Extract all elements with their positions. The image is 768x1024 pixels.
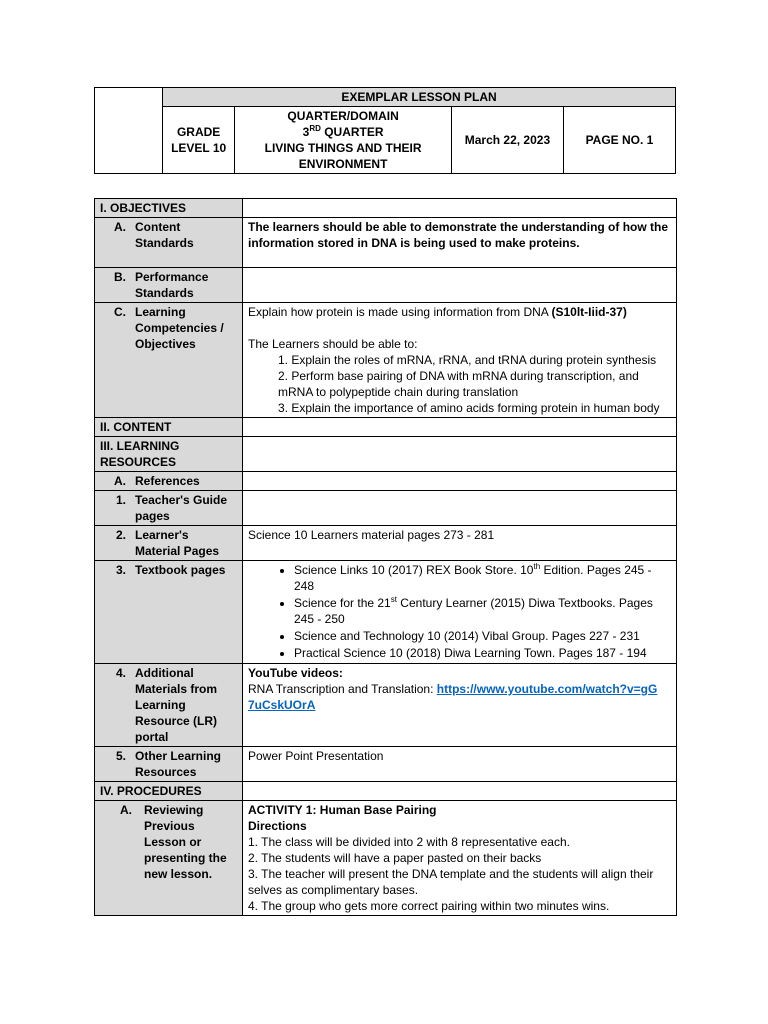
learners-material-row [95,526,677,561]
domain-label: LIVING THINGS AND THEIR ENVIRONMENT [264,141,422,171]
competency-code: (S10lt-Iiid-37) [551,305,627,319]
teachers-guide-label-cell [95,491,243,526]
review-label-cell [95,801,243,916]
additional-materials-label: Additional Materials from Learning Resource (LR) portal [135,666,218,744]
objective-item-2: 2. Perform base pairing of DNA with mRNA during transcription, and mRNA to polypeptide chain during translation [278,369,639,399]
page-number-cell: PAGE NO. 1 [563,107,675,174]
grade-level-cell [163,107,235,174]
directions-heading: Directions [248,819,307,833]
textbook-label-cell [95,561,243,664]
review-row [95,801,677,916]
other-resources-text: Power Point Presentation [243,747,677,782]
textbook-cell [243,561,677,664]
video-link-label: RNA Transcription and Translation: [248,682,437,696]
content-standards-letter: A. [114,220,126,234]
other-resources-label-cell [95,747,243,782]
date-cell: March 22, 2023 [451,107,563,174]
objective-item-3: 3. Explain the importance of amino acids forming protein in human body [278,401,660,415]
grade-line1: GRADE [176,125,221,139]
competencies-row [95,303,677,418]
additional-materials-row [95,664,677,747]
youtube-videos-title: YouTube videos: [248,666,343,680]
textbook-row [95,561,677,664]
content-standards-text: The learners should be able to demonstrate the understanding of how the information stored in DNA is being used to make proteins. [243,218,677,268]
learners-material-text: Science 10 Learners material pages 273 - 281 [243,526,677,561]
lesson-plan-title: EXEMPLAR LESSON PLAN [163,88,676,107]
objectives-heading: I. OBJECTIVES [95,199,243,218]
other-resources-num: 5. [115,749,126,763]
content-heading: II. CONTENT [95,418,243,437]
competency-intro: The Learners should be able to: [248,337,418,351]
learning-resources-heading: III. LEARNING RESOURCES [95,437,243,472]
objectives-row [95,199,677,218]
competencies-cell [243,303,677,418]
learners-material-num: 2. [115,528,126,542]
competency-main [248,304,671,320]
content-standards-row [95,218,677,268]
additional-materials-num: 4. [115,666,126,680]
references-blank [243,472,677,491]
video-link-line [248,681,658,713]
performance-standards-text [243,268,677,303]
content-blank [243,418,677,437]
references-letter: A. [114,474,126,488]
content-row [95,418,677,437]
quarter-domain-cell [235,107,452,174]
quarter-label: QUARTER/DOMAIN [287,109,399,123]
textbook-num: 3. [115,563,126,577]
header-blank-cell [95,88,163,174]
direction-step-4: 4. The group who gets more correct pairing within two minutes wins. [248,899,610,913]
other-resources-row [95,747,677,782]
procedures-row [95,782,677,801]
review-letter: A. [120,803,132,817]
textbook-label: Textbook pages [135,563,226,577]
review-label: Reviewing Previous Lesson or presenting the new lesson. [144,803,227,881]
textbook-item-1: • Science Links 10 (2017) REX Book Store. 10th Edition. Pages 245 - 248 [294,562,671,594]
objectives-list [248,352,671,416]
objective-item-1: 1. Explain the roles of mRNA, rRNA, and tRNA during protein synthesis [278,353,657,367]
learners-material-label-cell [95,526,243,561]
teachers-guide-row [95,491,677,526]
performance-standards-label-cell [95,268,243,303]
competency-main-text: Explain how protein is made using information from DNA [248,305,552,319]
direction-step-2: 2. The students will have a paper pasted on their backs [248,851,542,865]
performance-standards-row [95,268,677,303]
procedures-heading: IV. PROCEDURES [95,782,243,801]
activity-title: ACTIVITY 1: Human Base Pairing [248,803,437,817]
quarter-value [238,124,448,140]
direction-step-3: 3. The teacher will present the DNA template and the students will align their selves as complimentary bases. [248,867,654,897]
textbook-item-2: • Science for the 21st Century Learner (2015) Diwa Textbooks. Pages 245 - 250 [294,595,671,627]
objectives-blank [243,199,677,218]
competencies-label: Learning Competencies / Objectives [135,305,224,351]
references-label: References [135,474,200,488]
textbook-item-4: • Practical Science 10 (2018) Diwa Learning Town. Pages 187 - 194 [294,645,671,661]
lesson-plan-table [94,198,677,916]
references-label-cell [95,472,243,491]
content-standards-label: Content Standards [135,220,194,250]
learners-material-label: Learner's Material Pages [135,528,220,558]
learning-resources-row [95,437,677,472]
additional-materials-cell [243,664,677,747]
textbook-item-3: • Science and Technology 10 (2014) Vibal Group. Pages 227 - 231 [294,628,671,644]
performance-standards-letter: B. [114,270,126,284]
textbook-list [248,562,671,661]
quarter-sup: RD [309,124,321,133]
quarter-word: QUARTER [324,125,384,139]
header-table [94,87,676,174]
competencies-letter: C. [114,305,126,319]
teachers-guide-label: Teacher's Guide pages [135,493,227,523]
direction-step-1: 1. The class will be divided into 2 with 8 representative each. [248,835,570,849]
grade-line2: LEVEL 10 [171,141,227,155]
teachers-guide-num: 1. [115,493,126,507]
competencies-label-cell [95,303,243,418]
teachers-guide-blank [243,491,677,526]
quarter-num: 3 [302,125,310,139]
other-resources-label: Other Learning Resources [135,749,222,779]
performance-standards-label: Performance Standards [135,270,209,300]
additional-materials-label-cell [95,664,243,747]
learning-resources-blank [243,437,677,472]
references-row [95,472,677,491]
review-cell [243,801,677,916]
content-standards-label-cell [95,218,243,268]
youtube-video-link[interactable]: https://www.youtube.com/watch?v=gG7uCskUOrA [248,682,658,712]
procedures-blank [243,782,677,801]
